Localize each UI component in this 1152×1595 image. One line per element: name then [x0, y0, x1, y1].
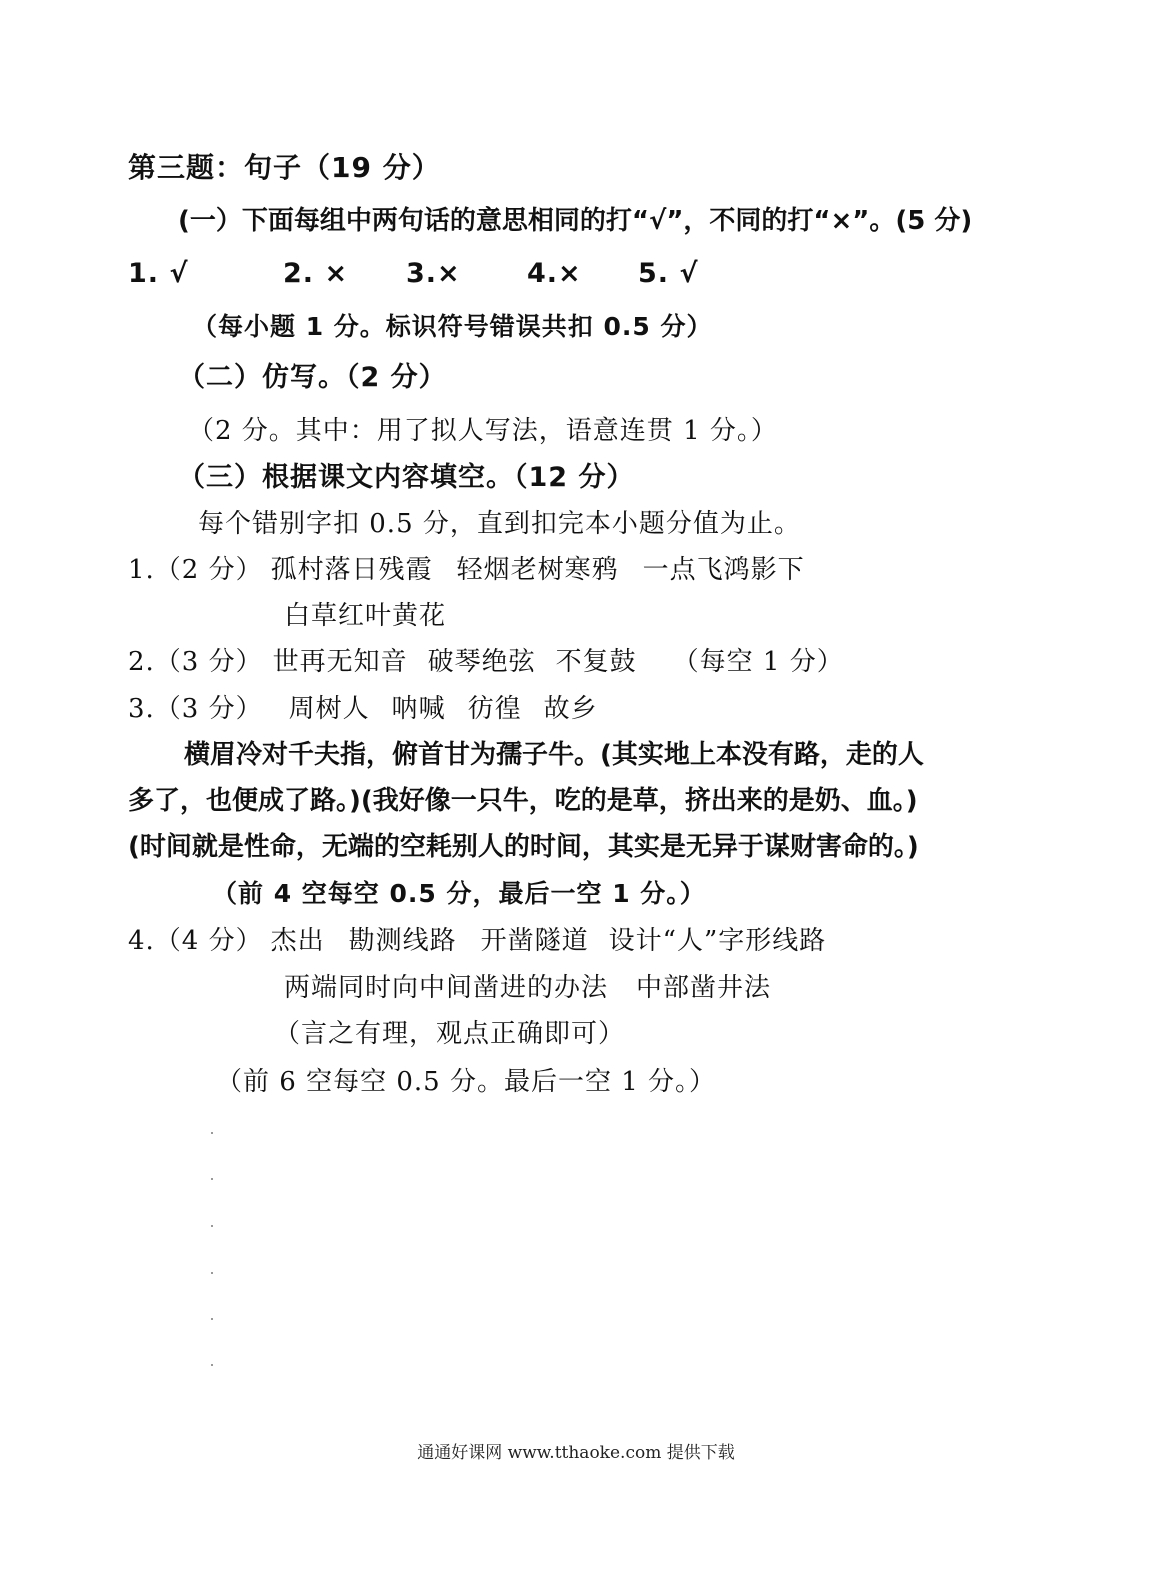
- answer-4: 4.×: [527, 258, 582, 289]
- q2-row: [128, 644, 844, 680]
- q4-answer-6: 中部凿井法: [636, 973, 772, 1003]
- q3-answer-2: 呐喊: [391, 694, 446, 724]
- q1-answer-3: 一点飞鸿影下: [642, 555, 805, 585]
- q4-answer-2: 勘测线路: [348, 926, 457, 956]
- q1-answer-1: 孤村落日残霞: [270, 555, 433, 585]
- q3-quote-line-2: 多了，也便成了路。)(我好像一只牛，吃的是草，挤出来的是奶、血。): [128, 786, 918, 816]
- q3-row: [128, 691, 598, 727]
- q3-answer-3: 彷徨: [467, 694, 522, 724]
- part3-rule: 每个错别字扣 0.5 分，直到扣完本小题分值为止。: [198, 509, 801, 539]
- q4-answer-5: 两端同时向中间凿进的办法: [284, 973, 609, 1003]
- part1-heading: (一）下面每组中两句话的意思相同的打“√”，不同的打“×”。(5 分): [178, 206, 973, 236]
- q3-quote-line-3: (时间就是性命，无端的空耗别人的时间，其实是无异于谋财害命的。): [128, 832, 919, 862]
- q1-answer-4: 白草红叶黄花: [284, 601, 447, 631]
- page-footer: 通通好课网 www.tthaoke.com 提供下载: [417, 1443, 735, 1463]
- answer-2: 2. ×: [283, 258, 349, 289]
- scan-speck: [211, 1272, 213, 1274]
- scan-speck: [211, 1178, 213, 1180]
- part1-note: （每小题 1 分。标识符号错误共扣 0.5 分）: [192, 312, 713, 341]
- section-title: 第三题：句子（19 分）: [128, 151, 441, 184]
- q4-answer-1: 杰出: [270, 926, 325, 956]
- q3-answer-1: 周树人: [288, 694, 370, 724]
- answer-1: 1. √: [128, 258, 189, 289]
- q3-answer-4: 故乡: [543, 694, 598, 724]
- q2-label: 2.（3 分）: [128, 647, 263, 677]
- q4-label: 4.（4 分）: [128, 926, 263, 956]
- q4-note: （前 6 空每空 0.5 分。最后一空 1 分。）: [216, 1067, 717, 1097]
- q1-row: [128, 552, 805, 588]
- q2-answer-3: 不复鼓: [555, 647, 637, 677]
- q4-answer-7: （言之有理，观点正确即可）: [274, 1019, 626, 1049]
- q4-answer-3: 开凿隧道: [480, 926, 589, 956]
- q1-label: 1.（2 分）: [128, 555, 263, 585]
- answer-5: 5. √: [638, 258, 699, 289]
- scan-speck: [211, 1132, 213, 1134]
- part2-note: （2 分。其中：用了拟人写法，语意连贯 1 分。）: [188, 416, 778, 446]
- answer-3: 3.×: [406, 258, 461, 289]
- scan-speck: [211, 1318, 213, 1320]
- q2-answer-2: 破琴绝弦: [427, 647, 536, 677]
- part3-heading: （三）根据课文内容填空。（12 分）: [178, 462, 635, 493]
- scan-speck: [211, 1225, 213, 1227]
- q4-row-2: [284, 970, 771, 1006]
- q2-note: （每空 1 分）: [672, 647, 844, 677]
- q2-answer-1: 世再无知音: [272, 647, 408, 677]
- part2-heading: （二）仿写。（2 分）: [178, 362, 447, 393]
- q4-answer-4: 设计“人”字形线路: [608, 926, 827, 956]
- q3-note: （前 4 空每空 0.5 分，最后一空 1 分。）: [212, 879, 706, 908]
- q3-quote-line-1: 横眉冷对千夫指，俯首甘为孺子牛。(其实地上本没有路，走的人: [184, 740, 924, 770]
- scan-speck: [211, 1364, 213, 1366]
- q1-answer-2: 轻烟老树寒鸦: [456, 555, 619, 585]
- q4-row: [128, 923, 826, 959]
- q3-label: 3.（3 分）: [128, 694, 263, 724]
